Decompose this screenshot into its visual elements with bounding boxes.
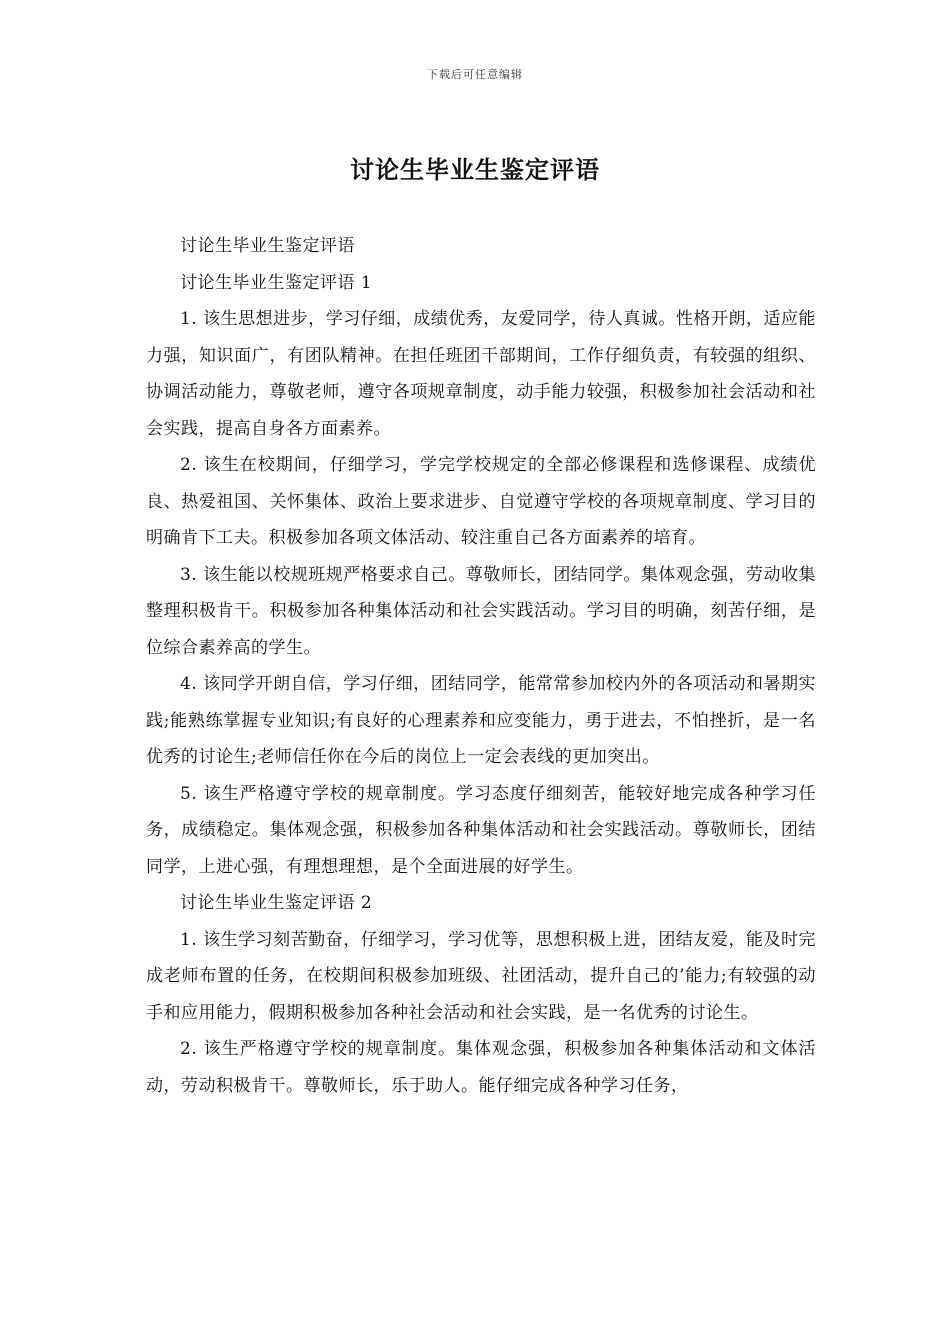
paragraph: 2. 该生在校期间，仔细学习，学完学校规定的全部必修课程和选修课程、成绩优良、热爱祖国、关怀集体、政治上要求进步、自觉遵守学校的各项规章制度、学习目的明确肯下工夫。积极参加各项文体活动、较注重自己各方面素养的培育。 [146,455,816,548]
paragraph: 1. 该生思想进步，学习仔细，成绩优秀，友爱同学，待人真诚。性格开朗，适应能力强，知识面广，有团队精神。在担任班团干部期间，工作仔细负责，有较强的组织、协调活动能力，尊敬老师，遵守各项规章制度，动手能力较强，积极参加社会活动和社会实践，提高自身各方面素养。 [146,309,816,439]
paragraph: 3. 该生能以校规班规严格要求自己。尊敬师长，团结同学。集体观念强，劳动收集整理积极肯干。积极参加各种集体活动和社会实践活动。学习目的明确，刻苦仔细，是位综合素养高的学生。 [146,564,816,658]
paragraph: 1. 该生学习刻苦勤奋，仔细学习，学习优等，思想积极上进，团结友爱，能及时完成老师布置的任务，在校期间积极参加班级、社团活动，提升自己的’能力;有较强的动手和应用能力，假期积极参加各种社会活动和社会实践，是一名优秀的讨论生。 [146,929,816,1023]
paragraph: 2. 该生严格遵守学校的规章制度。集体观念强，积极参加各种集体活动和文体活动，劳动积极肯干。尊敬师长，乐于助人。能仔细完成各种学习任务， [146,1039,816,1096]
paragraph: 4. 该同学开朗自信，学习仔细，团结同学，能常常参加校内外的各项活动和暑期实践;能熟练掌握专业知识;有良好的心理素养和应变能力，勇于进去，不怕挫折，是一名优秀的讨论生;老师信任你在今后的岗位上一定会表线的更加突出。 [146,674,816,767]
section-heading-2: 讨论生毕业生鉴定评语 2 [180,893,373,913]
section-heading-1: 讨论生毕业生鉴定评语 1 [180,272,373,293]
paragraph-subtitle: 讨论生毕业生鉴定评语 [180,236,355,256]
document-body [146,228,816,1104]
header-note: 下载后可任意编辑 [427,68,523,81]
document-title: 讨论生毕业生鉴定评语 [350,156,600,184]
paragraph: 5. 该生严格遵守学校的规章制度。学习态度仔细刻苦，能较好地完成各种学习任务，成绩稳定。集体观念强，积极参加各种集体活动和社会实践活动。尊敬师长，团结同学，上进心强，有理想理想，是个全面进展的好学生。 [146,783,816,877]
